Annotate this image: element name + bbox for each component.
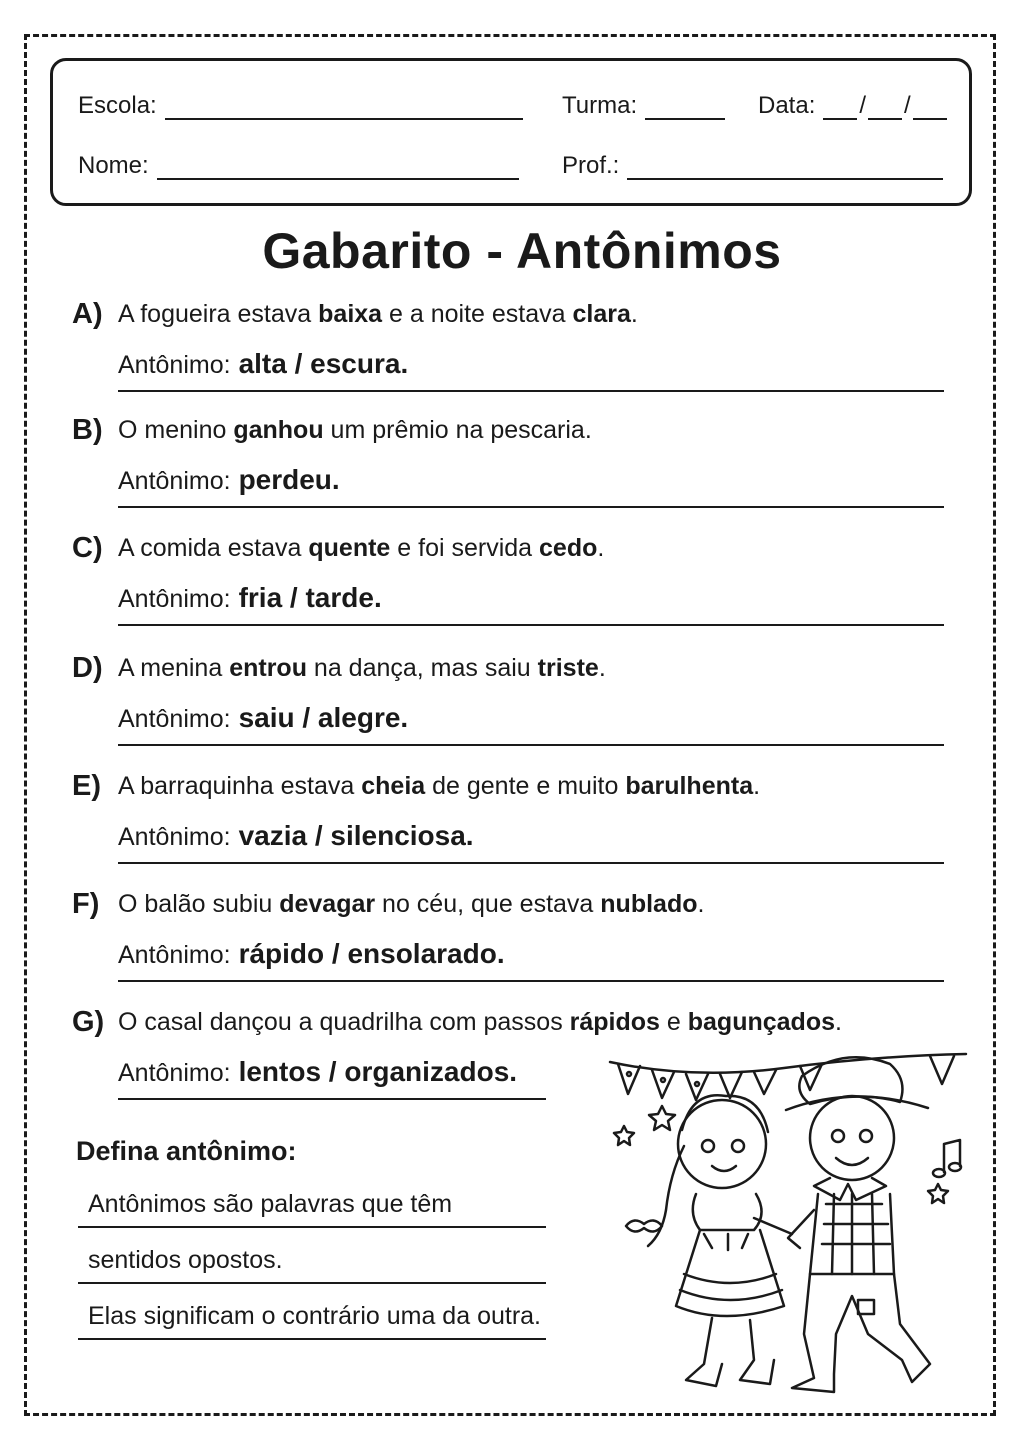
answer-text: saiu / alegre. — [238, 702, 409, 733]
sentence-text: na dança, mas saiu — [306, 654, 538, 682]
turma-field[interactable] — [562, 92, 725, 120]
answer-text: lentos / organizados. — [238, 1056, 518, 1087]
escola-line[interactable] — [165, 96, 523, 120]
define-title: Defina antônimo: — [76, 1136, 297, 1166]
nome-field[interactable] — [78, 152, 519, 180]
turma-label: Turma: — [562, 92, 638, 119]
sentence-text: . — [630, 300, 638, 328]
item-letter: B) — [72, 414, 103, 446]
definition-line: sentidos opostos. — [78, 1246, 546, 1284]
answer-label: Antônimo: — [118, 585, 231, 613]
date-month-line[interactable] — [868, 96, 902, 120]
item-letter: E) — [72, 770, 101, 802]
item-letter: C) — [72, 532, 103, 564]
escola-field[interactable] — [78, 92, 523, 120]
answer-label: Antônimo: — [118, 941, 231, 969]
answer-row — [118, 1056, 517, 1088]
sentence-text: e a noite estava — [382, 300, 573, 328]
data-field[interactable] — [758, 92, 947, 120]
answer-label: Antônimo: — [118, 467, 231, 495]
date-separator: / — [859, 92, 867, 119]
answer-row — [118, 348, 408, 380]
answer-line[interactable] — [118, 1098, 546, 1100]
date-separator: / — [904, 92, 911, 119]
turma-line[interactable] — [645, 96, 725, 120]
sentence-text: de gente e muito — [425, 772, 626, 800]
star-icon — [614, 1126, 634, 1145]
sentence-text: e — [659, 1008, 688, 1036]
sentence-text: . — [835, 1008, 842, 1036]
highlighted-word: clara — [572, 300, 631, 328]
answer-row — [118, 938, 505, 970]
bow-icon — [626, 1220, 662, 1231]
highlighted-word: barulhenta — [625, 772, 754, 800]
answer-row — [118, 464, 340, 496]
answer-line[interactable] — [118, 862, 944, 864]
sentence-text: O balão subiu — [118, 890, 280, 918]
sentence-text: A menina — [118, 654, 230, 682]
sentence-text: A barraquinha estava — [118, 772, 362, 800]
sentence-text: A comida estava — [118, 534, 309, 562]
star-icon — [928, 1184, 948, 1203]
answer-line[interactable] — [118, 980, 944, 982]
prof-field[interactable] — [562, 152, 943, 180]
item-letter: D) — [72, 652, 103, 684]
sentence-text: . — [597, 534, 605, 562]
date-year-line[interactable] — [913, 96, 947, 120]
item-letter: F) — [72, 888, 100, 920]
sentence-text: . — [753, 772, 761, 800]
answer-text: fria / tarde. — [238, 582, 382, 613]
date-day-line[interactable] — [823, 96, 857, 120]
escola-label: Escola: — [78, 92, 157, 119]
girl-dancer-icon — [626, 1095, 792, 1386]
highlighted-word: cheia — [361, 772, 426, 800]
item-sentence — [118, 654, 606, 683]
sentence-text: . — [697, 890, 705, 918]
data-label: Data: — [758, 92, 816, 119]
highlighted-word: quente — [308, 534, 391, 562]
item-letter: A) — [72, 298, 103, 330]
answer-label: Antônimo: — [118, 1059, 231, 1087]
student-info-box — [50, 58, 972, 206]
highlighted-word: triste — [537, 654, 599, 682]
definition-line: Elas significam o contrário uma da outra. — [78, 1302, 546, 1340]
answer-text: vazia / silenciosa. — [238, 820, 474, 851]
answer-line[interactable] — [118, 390, 944, 392]
sentence-text: A fogueira estava — [118, 300, 319, 328]
sentence-text: e foi servida — [390, 534, 540, 562]
answer-label: Antônimo: — [118, 351, 231, 379]
answer-text: alta / escura. — [238, 348, 409, 379]
answer-row — [118, 702, 408, 734]
festa-junina-dancing-couple-icon — [604, 1034, 974, 1406]
answer-text: rápido / ensolarado. — [238, 938, 505, 969]
sentence-text: O menino — [118, 416, 234, 444]
prof-label: Prof.: — [562, 152, 620, 179]
highlighted-word: ganhou — [233, 416, 324, 444]
item-letter: G) — [72, 1006, 105, 1038]
sentence-text: . — [598, 654, 606, 682]
highlighted-word: devagar — [279, 890, 376, 918]
highlighted-word: bagunçados — [687, 1008, 835, 1036]
answer-line[interactable] — [118, 744, 944, 746]
answer-line[interactable] — [118, 506, 944, 508]
highlighted-word: baixa — [318, 300, 383, 328]
item-sentence — [118, 300, 638, 329]
nome-line[interactable] — [157, 156, 519, 180]
page-title: Gabarito - Antônimos — [262, 223, 782, 279]
item-sentence — [118, 772, 760, 801]
answer-label: Antônimo: — [118, 823, 231, 851]
sentence-text: O casal dançou a quadrilha com passos — [118, 1008, 570, 1036]
highlighted-word: nublado — [600, 890, 698, 918]
sentence-text: no céu, que estava — [375, 890, 601, 918]
item-sentence — [118, 534, 604, 563]
highlighted-word: cedo — [539, 534, 598, 562]
music-note-icon — [933, 1140, 961, 1177]
item-sentence — [118, 1008, 842, 1037]
answer-line[interactable] — [118, 624, 944, 626]
prof-line[interactable] — [627, 156, 943, 180]
definition-line: Antônimos são palavras que têm — [78, 1190, 546, 1228]
sentence-text: um prêmio na pescaria. — [323, 416, 592, 444]
patch-icon — [858, 1300, 874, 1314]
highlighted-word: rápidos — [569, 1008, 660, 1036]
boy-dancer-icon — [786, 1057, 930, 1392]
nome-label: Nome: — [78, 152, 149, 179]
answer-row — [118, 582, 382, 614]
answer-row — [118, 820, 474, 852]
star-icon — [649, 1106, 675, 1130]
answer-label: Antônimo: — [118, 705, 231, 733]
item-sentence — [118, 890, 704, 919]
answer-text: perdeu. — [238, 464, 340, 495]
highlighted-word: entrou — [229, 654, 307, 682]
item-sentence — [118, 416, 592, 445]
bunting-flags-icon — [610, 1054, 966, 1100]
